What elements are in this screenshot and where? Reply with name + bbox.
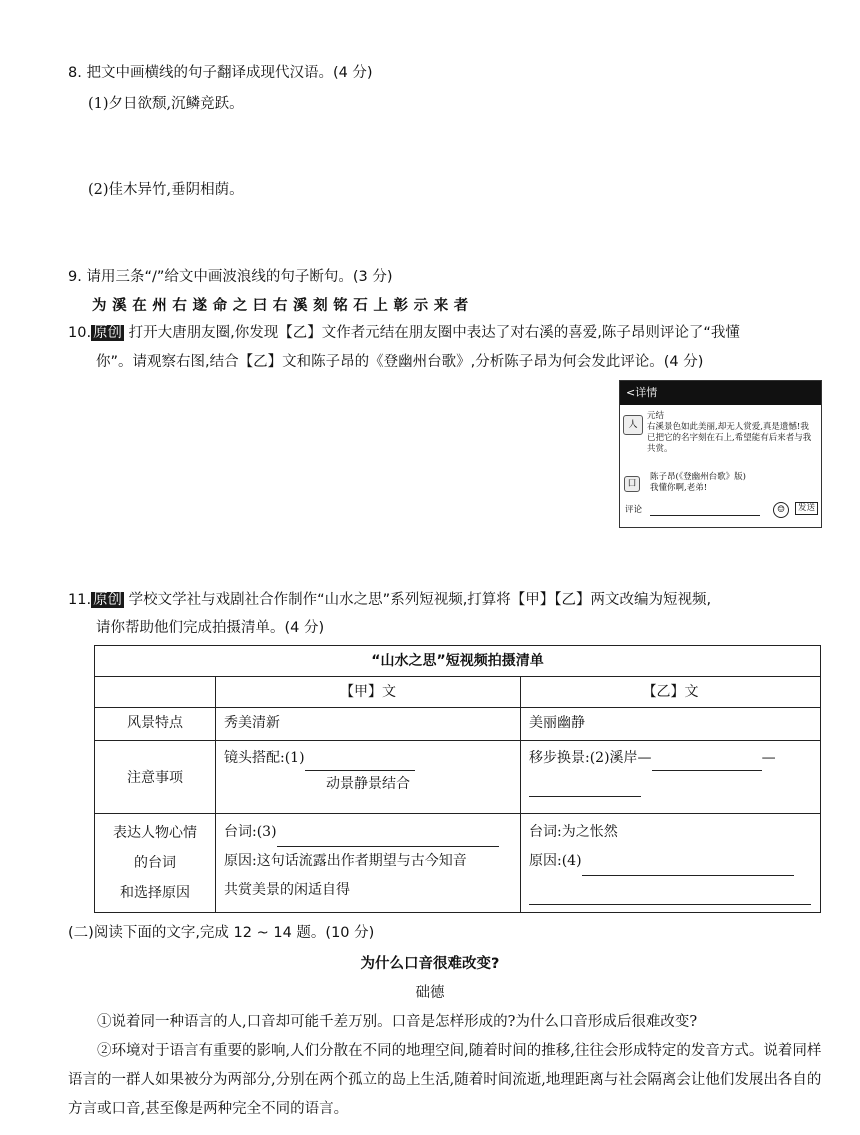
notes-jia-prefix: 镜头搭配:(1) (224, 750, 305, 766)
answer-blank-3[interactable] (277, 832, 499, 847)
q10-text1: 打开大唐朋友圈,你发现【乙】文作者元结在朋友圈中表达了对右溪的喜爱,陈子昂则评论了“我懂 (124, 325, 740, 341)
article-author: 础德 (415, 985, 445, 1001)
col-header-yi: 【乙】文 (521, 677, 821, 708)
table-title: “山水之思”短视频拍摄清单 (95, 646, 821, 677)
answer-blank-1[interactable] (305, 756, 415, 771)
q10-line2: 你”。请观察右图,结合【乙】文和陈子昂的《登幽州台歌》,分析陈子昂为何会发此评论。(4 分) (96, 354, 704, 370)
col-header-jia: 【甲】文 (216, 677, 521, 708)
smile-icon[interactable]: ☺ (773, 502, 789, 518)
answer-blank-2b[interactable] (529, 782, 641, 797)
q10-number: 10. (68, 325, 92, 341)
q11-number: 11. (68, 592, 92, 608)
cell-notes-yi (521, 741, 821, 814)
row-label-dialogue-2: 的台词 (134, 855, 176, 871)
original-tag: 原创 (93, 325, 123, 341)
answer-blank-2a[interactable] (652, 756, 762, 771)
q11-line1 (68, 588, 711, 609)
q8-sub2: (2)佳木异竹,垂阴相荫。 (88, 182, 244, 198)
commenter-name: 陈子昂(《登幽州台歌》版) (650, 472, 746, 482)
table-corner (95, 677, 216, 708)
cell-dialogue-jia (216, 814, 521, 913)
shooting-list-table (94, 645, 821, 913)
comment-label: 评论 (625, 505, 643, 515)
article-paragraph-1: ①说着同一种语言的人,口音却可能千差万别。口音是怎样形成的?为什么口音形成后很难改变? (97, 1014, 698, 1030)
moments-screenshot (619, 380, 822, 528)
answer-blank-4b[interactable] (529, 890, 811, 905)
article-paragraph-2: ②环境对于语言有重要的影响,人们分散在不同的地理空间,随着时间的推移,往往会形成特定的发音方式。说着同样语言的一群人如果被分为两部分,分别在两个孤立的岛上生活,随着时间流逝,地理距离与社会隔离会让他们发展出各自的方言或口音,甚至像是两种完全不同的语言。 (68, 1043, 822, 1117)
notes-jia-line2: 动景静景结合 (326, 776, 410, 792)
moments-title-bar[interactable]: <详情 (620, 381, 821, 405)
cell-scenery-yi: 美丽幽静 (521, 708, 821, 741)
q8-sub1: (1)夕日欲颓,沉鳞竞跃。 (88, 96, 244, 112)
comment-text: 我懂你啊,老弟! (650, 483, 708, 493)
dialogue-jia-reason: 原因:这句话流露出作者期望与古今知音 (224, 853, 467, 869)
poster-name: 元结 (647, 411, 665, 421)
q8-heading: 8. 把文中画横线的句子翻译成现代汉语。(4 分) (68, 65, 373, 81)
original-tag: 原创 (93, 592, 123, 608)
comment-input[interactable] (650, 515, 760, 516)
q11-text1: 学校文学社与戏剧社合作制作“山水之思”系列短视频,打算将【甲】【乙】两文改编为短视频, (124, 592, 712, 608)
q9-heading: 9. 请用三条“/”给文中画波浪线的句子断句。(3 分) (68, 269, 393, 285)
send-button[interactable]: 发送 (795, 502, 818, 515)
row-label-dialogue-1: 表达人物心情 (113, 825, 197, 841)
dialogue-yi-reason-prefix: 原因:(4) (529, 853, 582, 869)
poster-text: 右溪景色如此美丽,却无人赏爱,真是遗憾!我已把它的名字刻在石上,希望能有后来者与我共赏。 (647, 422, 812, 454)
notes-yi-dash: — (761, 750, 776, 766)
poster-avatar: 人 (623, 415, 643, 435)
cell-dialogue-yi (521, 814, 821, 913)
answer-blank-4a[interactable] (582, 861, 794, 876)
dialogue-yi-line: 台词:为之怅然 (529, 824, 618, 840)
cell-scenery-jia: 秀美清新 (216, 708, 521, 741)
cell-notes-jia (216, 741, 521, 814)
q11-line2: 请你帮助他们完成拍摄清单。(4 分) (96, 620, 325, 636)
dialogue-jia-reason-cont: 共赏美景的闲适自得 (224, 882, 350, 898)
dialogue-jia-prefix: 台词:(3) (224, 824, 277, 840)
article-title: 为什么口音很难改变? (360, 956, 500, 972)
row-label-scenery: 风景特点 (95, 708, 216, 741)
row-label-dialogue-3: 和选择原因 (120, 885, 190, 901)
notes-yi-prefix: 移步换景:(2)溪岸— (529, 750, 652, 766)
commenter-avatar: 口 (624, 476, 640, 492)
section2-heading: (二)阅读下面的文字,完成 12 ~ 14 题。(10 分) (68, 925, 375, 941)
row-label-dialogue (95, 814, 216, 913)
q10-line1 (68, 321, 740, 342)
row-label-notes: 注意事项 (95, 741, 216, 814)
q9-sentence: 为溪在州右遂命之曰右溪刻铭石上彰示来者 (92, 297, 474, 314)
